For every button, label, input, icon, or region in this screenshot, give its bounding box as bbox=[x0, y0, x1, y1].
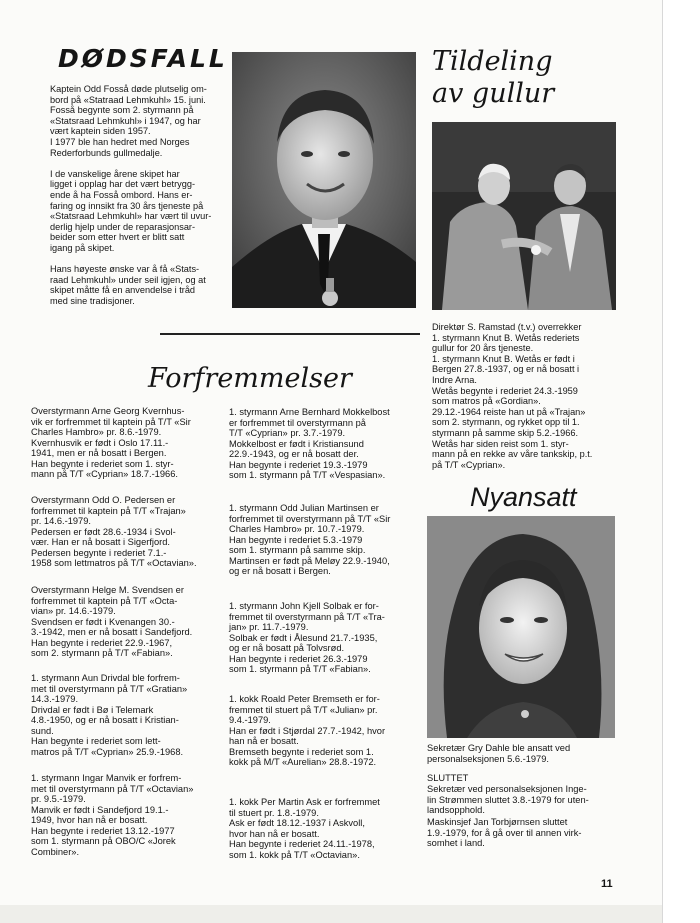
section-divider bbox=[160, 333, 420, 335]
bottom-strip bbox=[0, 905, 662, 923]
sluttet-text-1: Sekretær ved personalseksjonen Inge- lin Strømmen sluttet 3.8.-1979 for uten- landsopphold. bbox=[427, 784, 589, 815]
promotion-entry: 1. kokk Per Martin Ask er forfremmet til stuert pr. 1.8.-1979. Ask er født 18.12.-1937 i Askvoll, hvor han nå er bosatt. Han begynte i rederiet 24.11.-1978, som 1. kokk på T/T «Octavian». bbox=[229, 797, 380, 860]
page-number: 11 bbox=[601, 878, 613, 890]
promotion-entry: Overstyrmann Helge M. Svendsen er forfremmet til kaptein på T/T «Octa- vian» pr. 14.6.-1979. Svendsen er født i Kvenangen 30.- 3.-1942, men er nå bosatt i Sandefjord. Han begynte i rederiet 22.9.-1967, som 2. styrmann på T/T «Fabian». bbox=[31, 585, 193, 658]
sluttet-heading: SLUTTET bbox=[427, 773, 469, 783]
promotion-entry: 1. styrmann Aun Drivdal ble forfrem- met til overstyrmann på T/T «Gratian» 14.3.-1979. Drivdal er født i Bø i Telemark 4.8.-1950, og er nå bosatt i Kristian- sund. Han begynte i rederiet som lett- matros på T/T «Cyprian» 25.9.-1968. bbox=[31, 673, 188, 757]
promotion-entry: 1. styrmann Odd Julian Martinsen er forfremmet til overstyrmann på T/T «Sir Charles Hambro» pr. 10.7.-1979. Han begynte i rederiet 5.3.-1979 som 1. styrmann på samme skip. Martinsen er født på Meløy 22.9.-1940, og er nå bosatt i Bergen. bbox=[229, 503, 391, 576]
promotion-entry: Overstyrmann Arne Georg Kvernhus- vik er forfremmet til kaptein på T/T «Sir Charles Hambro» pr. 8.6.-1979. Kvernhusvik er født i Oslo 17.11.- 1941, men er nå bosatt i Bergen. Han begynte i rederiet som 1. styr- mann på T/T «Cyprian» 18.7.-1966. bbox=[31, 406, 191, 479]
tildeling-caption: Direktør S. Ramstad (t.v.) overrekker 1. styrmann Knut B. Wetås rederiets gullur for 20 års tjeneste. 1. styrmann Knut B. Wetås er født i Bergen 27.8.-1937, og er nå bosatt i Indre Arna. Wetås begynte i rederiet 24.3.-1959 som matros på «Gordian». 29.12.-1964 reiste han ut på «Trajan» som 2. styrmann, og rykket opp til 1. styrmann på samme skip 5.2.-1966. Wetås har siden reist som 1. styr- mann på en rekke av våre tankskip, p.t. på T/T «Cyprian». bbox=[432, 322, 593, 470]
promotion-entry: 1. styrmann John Kjell Solbak er for- fremmet til overstyrmann på T/T «Tra- jan» pr. 11.7.-1979. Solbak er født i Ålesund 21.7.-1935, og er nå bosatt på Tolvsrød. Han begynte i rederiet 26.3.-1979 som 1. styrmann på T/T «Fabian». bbox=[229, 601, 385, 674]
dodsfall-text: Kaptein Odd Fosså døde plutselig om- bord på «Statraad Lehmkuhl» 15. juni. Fosså begynte som 2. styrmann på «Statsraad Lehmkuhl» i 1947, og har vært kaptein siden 1957. I 1977 ble han hedret med Norges Rederforbunds gullmedalje. I de vanskelige årene skipet har ligget i opplag har det vært betrygg- ende å ha Fosså ombord. Hans er- faring og innsikt fra 30 års tjeneste på «Statsraad Lehmkuhl» har vært til uvur- derlig hjelp under de reparasjonsar- beider som etter hvert er blitt satt igang på skipet. Hans høyeste ønske var å få «Stats- raad Lehmkuhl» under seil igjen, og at skipet måtte få en anvendelse i tråd med sine tradisjoner. bbox=[50, 84, 212, 306]
sluttet-text-2: Maskinsjef Jan Torbjørnsen sluttet 1.9.-1979, for å gå over til annen virk- somhet i land. bbox=[427, 817, 582, 848]
new-employee-portrait-photo bbox=[427, 516, 615, 738]
nyansatt-caption: Sekretær Gry Dahle ble ansatt ved personalseksjonen 5.6.-1979. bbox=[427, 743, 571, 764]
promotion-entry: 1. styrmann Ingar Manvik er forfrem- met til overstyrmann på T/T «Octavian» pr. 9.5.-1979. Manvik er født i Sandefjord 19.1.- 1949, hvor han nå er bosatt. Han begynte i rederiet 13.12.-1977 som 1. styrmann på OBO/C «Jorek Combiner». bbox=[31, 773, 194, 857]
page-edge bbox=[662, 0, 700, 923]
promotion-entry: 1. styrmann Arne Bernhard Mokkelbost er forfremmet til overstyrmann på T/T «Cyprian» pr. 3.7.-1979. Mokkelbost er født i Kristiansund 22.9.-1943, og er nå bosatt der. Han begynte i rederiet 19.3.-1979 som 1. styrmann på T/T «Vespasian». bbox=[229, 407, 390, 480]
tildeling-heading-line1: Tildeling bbox=[432, 46, 553, 77]
promotion-entry: 1. kokk Roald Peter Bremseth er for- fremmet til stuert på T/T «Julian» pr. 9.4.-1979. Han er født i Stjørdal 27.7.-1942, hvor han nå er bosatt. Bremseth begynte i rederiet som 1. kokk på M/T «Aurelian» 28.8.-1972. bbox=[229, 694, 386, 767]
promotion-entry: Overstyrmann Odd O. Pedersen er forfremmet til kaptein på T/T «Trajan» pr. 14.6.-1979. Pedersen er født 28.6.-1934 i Svol- vær. Han er nå bosatt i Sigerfjord. Pedersen begynte i rederiet 7.1.- 1958 som lettmatros på T/T «Octavian». bbox=[31, 495, 197, 568]
gold-watch-presentation-photo bbox=[432, 122, 616, 310]
nyansatt-heading: Nyansatt bbox=[470, 482, 577, 512]
captain-portrait-photo bbox=[232, 52, 416, 308]
dodsfall-heading: DØDSFALL bbox=[58, 44, 228, 73]
forfremmelser-heading: Forfremmelser bbox=[148, 363, 352, 394]
tildeling-heading-line2: av gullur bbox=[432, 78, 555, 109]
